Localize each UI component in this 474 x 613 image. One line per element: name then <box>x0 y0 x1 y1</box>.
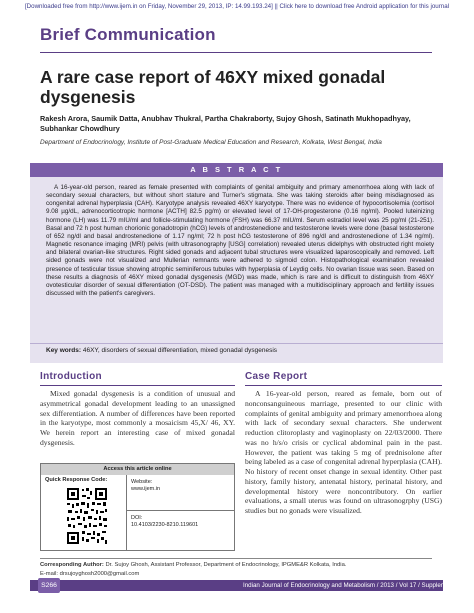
correspondence-rule <box>40 558 432 559</box>
website-label: Website: <box>131 479 153 485</box>
access-article-box <box>40 463 235 551</box>
access-divider <box>126 475 127 550</box>
download-info-link[interactable]: [Downloaded free from http://www.ijem.in on Friday, November 29, 2013, IP: 14.99.193.24] <box>24 3 273 10</box>
case-report-heading: Case Report <box>245 371 308 382</box>
introduction-rule <box>40 385 235 386</box>
case-report-paragraph: A 16-year-old person, reared as female, born out of nonconsanguineous marriage, presented to our clinic with complaints of genital ambiguity and primary amenorrhoea along with lack of secondary sexual characters. She underwent reduction clitoroplasty and vaginoplasty on 22/03/2000. There was no h/s/o crisis or cyclical abdominal pain in the past. However, the patient was taking 5 mg of prednisolone after being labeled as a case of congenital adrenal hyperplasia (CAH). No history of recent onset change in sexual identity. Other past history, family history, antenatal history, perinatal history, and developmental history were noncontributory. On earlier evaluations, a small uterus was found on ultrasonogrphy (USG) studies but no gonads were visualized. <box>245 389 442 515</box>
download-banner <box>0 3 474 10</box>
access-heading: Access this article online <box>41 464 234 475</box>
case-report-body <box>245 389 442 516</box>
footer-citation: Indian Journal of Endocrinology and Metabolism / 2013 / Vol 17 / Supplement 1 <box>243 582 460 589</box>
doi-label: DOI: <box>131 515 143 521</box>
article-title: A rare case report of 46XY mixed gonadal dysgenesis <box>40 67 386 107</box>
introduction-heading: Introduction <box>40 371 102 382</box>
android-app-link[interactable]: Click here to download free Android application for this journal <box>279 3 450 10</box>
introduction-paragraph: Mixed gonadal dysgenesis is a condition of unusual and asymmetrical gonadal development leading to an unassigned sex differentiation. A number of differences have been reported in the karyotype, most commonly a mosaicism 45,X/ 46, XY. We herein report an interesting case of mixed gonadal dysgenesis. <box>40 389 235 447</box>
corresponding-text: Dr. Sujoy Ghosh, Assistant Professor, Department of Endocrinology, IPGME&R Kolkata, India. <box>105 562 347 568</box>
author-list: Rakesh Arora, Saumik Datta, Anubhav Thukral, Partha Chakraborty, Sujoy Ghosh, Satinath Mukhopadhyay, Subhankar Chowdhury <box>40 114 411 133</box>
access-divider <box>126 510 234 511</box>
corresponding-author <box>40 562 346 568</box>
qr-code-icon[interactable] <box>65 486 109 546</box>
abstract-box <box>30 163 443 363</box>
keywords-divider <box>30 343 443 344</box>
affiliation: Department of Endocrinology, Institute of Post-Graduate Medical Education and Research, Kolkata, West Bengal, India <box>40 139 382 146</box>
abstract-body <box>46 184 434 298</box>
case-report-rule <box>245 385 442 386</box>
doi-value[interactable]: 10.4103/2230-8210.119601 <box>131 522 199 528</box>
keywords <box>46 347 277 354</box>
abstract-heading: A B S T R A C T <box>30 163 443 177</box>
abstract-paragraph: A 16-year-old person, reared as female presented with complaints of genital ambiguity and primary amenorrhoea along with lack of secondary sexual characters, but without short stature and Turner's stigmata. She was taking steroids after being misdiagnosed as congenital adrenal hyperplasia (CAH). Karyotype analysis revealed 46XY karyotype. There was no evidence of hypocortisolemia (cortisol 9.08 µg/dL, adrenocorticotropic hormone [ACTH] 82.5 pg/m) or elevated level of 17-OH-progesterone (0.16 ng/ml). Pooled luteinizing hormone (LH) was 11.79 mIU/ml and follicle-stimulating hormone (FSH) was 66.37 mIU/ml. Serum estradiol level was 25 pg/ml (21-251). Basal and 72 h post human chorionic gonadotropin (hCG) levels of androstenedione and testosterone levels were done (basal testosterone of 652 ng/dl and basal androstenedione of 1.17 ng/ml; 72 h post hCG testosterone of 896 ng/dl and androstenedione of 1.34 ng/ml). Magnetic resonance imaging (MRI) pelvis (with ultrasonography [USG] correlation) revealed uterus didelphys with obstructed right moiety and bilateral ovarian-like structures. Right sided gonads and adjacent tubal structures were visualized laparoscopically and removed. Left sided gonads were not visualized and Mullerian remnants were adhered to sigmoid colon. Histopathological examination revealed presence of testicular tissue showing atrophic seminiferous tubules with hyperplasia of Leydig cells. No ovarian tissue was seen. Based on these results a diagnosis of 46XY mixed gonadal dysgenesis (MGD) was made, which is rare and is difficult to distinguish from 46XY ovotesticular disorder of sexual differentiation (OT-DSD). The patient was managed with a multidisciplinary approach and fertility issues discussed with the patient's caregivers. <box>46 184 434 298</box>
keywords-label: Key words: <box>46 347 82 354</box>
banner-separator: || <box>274 3 278 10</box>
qr-label: Quick Response Code: <box>45 477 108 483</box>
introduction-body <box>40 389 235 448</box>
keywords-value: 46XY, disorders of sexual differentiation, mixed gonadal dysgenesis <box>82 347 278 354</box>
section-rule <box>40 52 432 53</box>
corresponding-label: Corresponding Author: <box>40 562 104 568</box>
website-link[interactable]: www.ijem.in <box>131 486 161 492</box>
section-label: Brief Communication <box>40 25 216 44</box>
corresponding-email[interactable]: E-mail: drsujoyghosh2000@gmail.com <box>40 571 140 577</box>
page-number: S266 <box>38 578 60 593</box>
